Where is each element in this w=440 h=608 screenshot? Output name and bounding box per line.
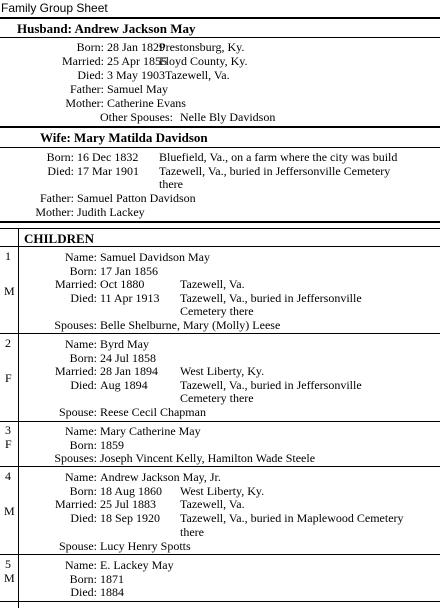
child-name-label: Name: — [65, 337, 97, 351]
child-name: E. Lackey May — [100, 558, 174, 572]
divider — [0, 421, 440, 422]
child-born-label: Born: — [69, 572, 97, 586]
child-married-date: 28 Jan 1894 — [100, 364, 158, 378]
child-married-place: Tazewell, Va. — [180, 277, 245, 291]
wife-born-label: Born: — [46, 150, 74, 164]
child-spouse: Joseph Vincent Kelly, Hamilton Wade Steele — [100, 451, 316, 465]
wife-died-place-cont: there — [159, 177, 183, 191]
husband-father-label: Father: — [70, 82, 104, 96]
husband-born-place: Prestonsburg, Ky. — [159, 40, 245, 54]
child-died-label: Died: — [70, 585, 97, 599]
child-sex: F — [5, 371, 12, 385]
child-died-place: Tazewell, Va., buried in Jeffersonville — [180, 291, 362, 305]
child-born: 24 Jul 1858 — [100, 351, 157, 365]
husband-died-place: Tazewell, Va. — [165, 68, 230, 82]
child-born-label: Born: — [69, 438, 97, 452]
husband-born-label: Born: — [76, 40, 104, 54]
husband-heading: Husband: Andrew Jackson May — [17, 21, 196, 36]
child-born-label: Born: — [69, 351, 97, 365]
child-born: 18 Aug 1860 — [100, 484, 163, 498]
husband-mother-label: Mother: — [65, 96, 104, 110]
child-spouse-label: Spouse: — [58, 405, 97, 419]
child-number: 4 — [5, 469, 11, 483]
husband-married-place: Floyd County, Ky. — [159, 54, 248, 68]
children-heading: CHILDREN — [24, 231, 95, 246]
child-sex: M — [4, 571, 15, 585]
child-married-date: 25 Jul 1883 — [100, 497, 157, 511]
child-name-label: Name: — [65, 424, 97, 438]
wife-father-label: Father: — [40, 191, 74, 205]
child-spouse-label: Spouse: — [58, 539, 97, 553]
divider — [0, 126, 440, 128]
wife-father: Samuel Patton Davidson — [77, 191, 196, 205]
divider — [0, 17, 440, 19]
wife-born-place: Bluefield, Va., on a farm where the city was build — [159, 150, 398, 164]
divider — [0, 228, 440, 229]
child-died-place-cont: Cemetery there — [180, 391, 254, 405]
child-born: 17 Jan 1856 — [100, 264, 158, 278]
child-died-place: Tazewell, Va., buried in Jeffersonville — [180, 378, 362, 392]
child-died-place-cont: Cemetery there — [180, 304, 254, 318]
husband-died-label: Died: — [77, 68, 104, 82]
husband-mother: Catherine Evans — [107, 96, 186, 110]
husband-other-spouses-label: Other Spouses: — [100, 110, 173, 124]
divider — [0, 221, 440, 223]
wife-mother: Judith Lackey — [77, 205, 145, 219]
child-died-label: Died: — [70, 511, 97, 525]
child-born: 1859 — [100, 438, 124, 452]
child-number: 3 — [5, 423, 11, 437]
child-name: Mary Catherine May — [100, 424, 201, 438]
child-number: 5 — [5, 557, 11, 571]
wife-mother-label: Mother: — [35, 205, 74, 219]
child-born-place: West Liberty, Ky. — [180, 484, 265, 498]
wife-born-date: 16 Dec 1832 — [77, 150, 139, 164]
divider — [0, 147, 440, 148]
child-died-date: Aug 1894 — [100, 378, 148, 392]
husband-born-date: 28 Jan 1829 — [107, 40, 165, 54]
child-sex: M — [4, 504, 15, 518]
divider — [0, 466, 440, 467]
child-spouse: Reese Cecil Chapman — [100, 405, 206, 419]
child-name: Byrd May — [100, 337, 149, 351]
child-died-date: 1884 — [100, 585, 124, 599]
child-died-place: Tazewell, Va., buried in Maplewood Cemetery — [180, 511, 404, 525]
child-born: 1871 — [100, 572, 124, 586]
child-married-label: Married: — [55, 497, 97, 511]
child-born-label: Born: — [69, 484, 97, 498]
child-died-label: Died: — [70, 378, 97, 392]
child-married-label: Married: — [55, 364, 97, 378]
child-name: Andrew Jackson May, Jr. — [100, 470, 221, 484]
child-spouse-label: Spouses: — [54, 318, 97, 332]
child-died-date: 11 Apr 1913 — [100, 291, 160, 305]
husband-married-label: Married: — [62, 54, 104, 68]
child-name-label: Name: — [65, 250, 97, 264]
husband-other-spouses: Nelle Bly Davidson — [180, 110, 276, 124]
child-number: 2 — [5, 336, 11, 350]
divider — [0, 37, 440, 38]
divider — [0, 246, 440, 247]
divider — [0, 333, 440, 334]
child-spouse-label: Spouses: — [54, 451, 97, 465]
child-sex: M — [4, 284, 15, 298]
husband-died-date: 3 May 1903 — [107, 68, 165, 82]
divider — [0, 601, 440, 602]
page-title: Family Group Sheet — [1, 1, 108, 15]
child-number: 1 — [5, 249, 11, 263]
child-sex: F — [5, 437, 12, 451]
wife-died-label: Died: — [47, 164, 74, 178]
wife-heading: Wife: Mary Matilda Davidson — [40, 130, 208, 145]
child-spouse: Lucy Henry Spotts — [100, 539, 191, 553]
child-name-label: Name: — [65, 558, 97, 572]
wife-died-place: Tazewell, Va., buried in Jeffersonville Cemetery — [159, 164, 391, 178]
child-married-label: Married: — [55, 277, 97, 291]
child-died-label: Died: — [70, 291, 97, 305]
wife-died-date: 17 Mar 1901 — [77, 164, 139, 178]
child-died-date: 18 Sep 1920 — [100, 511, 160, 525]
child-name: Samuel Davidson May — [100, 250, 210, 264]
child-name-label: Name: — [65, 470, 97, 484]
child-married-place: Tazewell, Va. — [180, 497, 245, 511]
child-died-place-cont: there — [180, 525, 204, 539]
child-spouse: Belle Shelburne, Mary (Molly) Leese — [100, 318, 281, 332]
husband-father: Samuel May — [107, 82, 168, 96]
husband-married-date: 25 Apr 1855 — [107, 54, 167, 68]
child-born-label: Born: — [69, 264, 97, 278]
child-married-date: Oct 1880 — [100, 277, 145, 291]
divider — [0, 554, 440, 555]
child-married-place: West Liberty, Ky. — [180, 364, 265, 378]
